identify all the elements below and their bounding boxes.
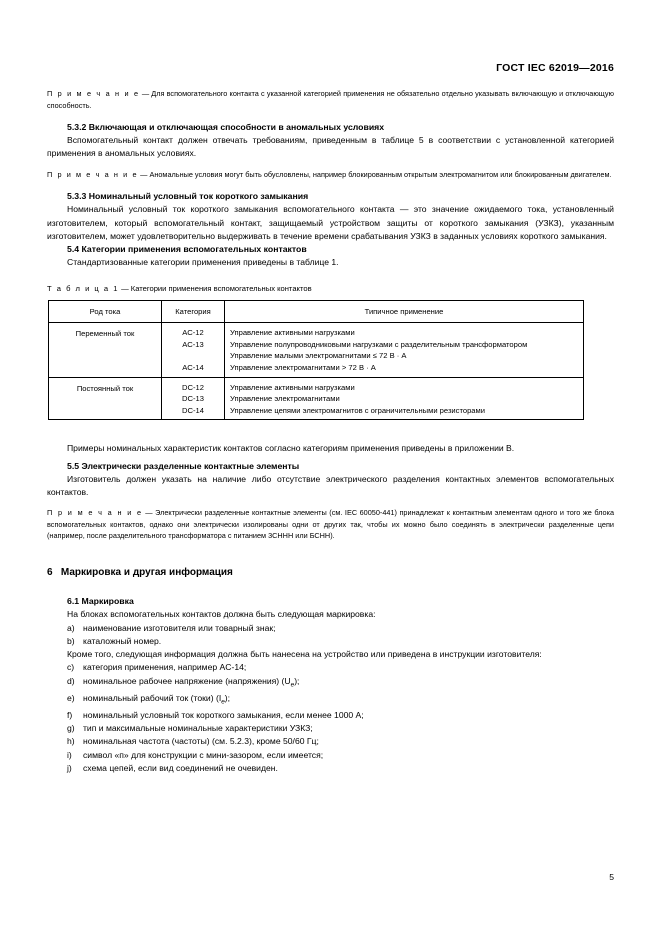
- subscript: e: [221, 698, 225, 706]
- note-label: П р и м е ч а н и е: [47, 169, 139, 179]
- table-row: [49, 323, 584, 377]
- clause-title: Электрически разделенные контактные элементы: [81, 460, 300, 471]
- list-item: [47, 749, 614, 762]
- clause-number: 6.1: [67, 596, 80, 607]
- list-item: [47, 722, 614, 735]
- list-marker: i): [67, 749, 72, 760]
- typical-use-text: Управление активными нагрузками: [230, 328, 355, 338]
- column-header-typical-use: Типичное применение: [225, 300, 584, 322]
- cell-current-kind: Постоянный ток: [49, 377, 162, 420]
- clause-lead2-6-1: Кроме того, следующая информация должна быть нанесена на устройство или приведена в инструкции изготовителя:: [67, 649, 542, 660]
- table-header-row: [49, 300, 584, 322]
- clause-heading-5-3-2: [47, 121, 614, 134]
- section-heading-6: [47, 566, 614, 579]
- category-value: AC-14: [182, 362, 204, 372]
- list-item-text: схема цепей, если вид соединений не очевиден.: [83, 762, 278, 773]
- list-item: [47, 709, 614, 722]
- list-marker: c): [67, 662, 75, 673]
- clause-title: Номинальный условный ток короткого замыкания: [88, 191, 309, 202]
- category-value: DC-12: [182, 382, 204, 392]
- list-marker: f): [67, 709, 73, 720]
- list-item-text: символ «п» для конструкции с мини-зазором, если имеется;: [83, 749, 324, 760]
- list-marker: d): [67, 675, 75, 686]
- cell-current-kind: Переменный ток: [49, 323, 162, 377]
- typical-use-text: Управление активными нагрузками: [230, 382, 355, 392]
- list-marker: b): [67, 635, 75, 646]
- clause-heading-5-4: [47, 243, 614, 256]
- list-item-text: номинальное рабочее напряжение (напряжения) (U: [83, 675, 291, 686]
- clause-number: 5.3.2: [67, 122, 87, 133]
- clause-body-5-3-3: Номинальный условный ток короткого замыкания вспомогательного контакта — это значение ожидаемого тока, установленный изготовителем, который вспомогательный контакт, защищаемый устройством защиты от короткого замыкания (УЗКЗ), указанным изготовителем, может удовлетворительно выдерживать в течение времени срабатывания УЗКЗ в заданных условиях короткого замыкания.: [47, 204, 614, 241]
- list-marker: g): [67, 723, 75, 734]
- typical-use-text: Управление цепями электромагнитов с ограничительными резисторами: [230, 405, 485, 415]
- typical-use-text: Управление электромагнитами: [230, 394, 340, 404]
- marking-items-list: [47, 622, 614, 649]
- clause-number: 5.3.3: [67, 191, 87, 202]
- list-item-text: категория применения, например AC-14;: [83, 662, 247, 673]
- list-item: [47, 675, 614, 692]
- column-header-current-kind: Род тока: [49, 300, 162, 322]
- list-item-text: номинальный рабочий ток (токи) (I: [83, 692, 222, 703]
- clause-number: 5.5: [67, 460, 80, 471]
- list-item-text: тип и максимальные номинальные характеристики УЗКЗ;: [83, 723, 313, 734]
- list-item: [47, 692, 614, 709]
- table-caption-text: — Категории применения вспомогательных контактов: [121, 283, 312, 293]
- cell-category-list: [162, 323, 225, 377]
- clause-body-5-3-2: Вспомогательный контакт должен отвечать требованиям, приведенным в таблице 5 в соответствии с установленной категорией применения в аномальных условиях.: [47, 135, 614, 159]
- clause-heading-5-3-3: [47, 190, 614, 203]
- cell-category-list: [162, 377, 225, 420]
- list-item: [47, 635, 614, 648]
- clause-title: Категории применения вспомогательных контактов: [81, 244, 307, 255]
- clause-heading-6-1: [47, 595, 614, 608]
- application-categories-table: [48, 300, 584, 421]
- list-item-tail: );: [224, 692, 231, 703]
- typical-use-text: Управление электромагнитами > 72 В · А: [230, 362, 376, 372]
- clause-title: Включающая и отключающая способности в аномальных условиях: [88, 122, 385, 133]
- page-number: 5: [609, 872, 614, 882]
- page-header: ГОСТ IEC 62019—2016: [496, 62, 614, 74]
- table-caption: [47, 282, 614, 295]
- list-item-text: номинальная частота (частоты) (см. 5.2.3), кроме 50/60 Гц;: [83, 736, 319, 747]
- note-text: — Аномальные условия могут быть обусловлены, например блокированным открытым электромагнитом или блокированным двигателем.: [140, 169, 612, 179]
- clause-body-5-5: Изготовитель должен указать на наличие либо отсутствие электрического разделения контактных элементов вспомогательных контактов.: [47, 473, 614, 497]
- typical-use-text: Управление полупроводниковыми нагрузками с разделительным трансформатором: [230, 339, 528, 349]
- category-value: DC-13: [182, 394, 204, 404]
- page-content: [47, 88, 614, 775]
- after-table-paragraph: Примеры номинальных характеристик контактов согласно категориям применения приведены в приложении В.: [67, 443, 515, 454]
- subscript: e: [290, 681, 295, 689]
- list-marker: a): [67, 622, 75, 633]
- note-block-2: [47, 169, 614, 181]
- note-block-3: [47, 507, 614, 542]
- note-label: П р и м е ч а н и е: [47, 89, 140, 98]
- list-marker: e): [67, 692, 75, 703]
- category-value: AC-13: [182, 339, 204, 349]
- table-caption-label: Т а б л и ц а 1: [47, 283, 119, 293]
- information-items-list: [47, 661, 614, 775]
- list-item: [47, 762, 614, 775]
- category-value: AC-12: [182, 328, 204, 338]
- list-item: [47, 622, 614, 635]
- note-text: — Электрически разделенные контактные элементы (см. IEC 60050-441) принадлежат к контактным элементам одного и того же блока вспомогательных контактов, однако они электрически изолированы одни от других так, чтобы их можно было соединять в электрически разделенные цепи (например, после разделительного трансформатора с питанием 3СННН или БСНН).: [47, 508, 615, 541]
- note-block-1: [47, 88, 614, 111]
- section-number: 6: [47, 567, 53, 578]
- clause-number: 5.4: [67, 244, 80, 255]
- list-item: [47, 661, 614, 674]
- list-item-text: наименование изготовителя или товарный знак;: [83, 622, 276, 633]
- note-text: — Для вспомогательного контакта с указанной категорией применения не обязательно отдельно указывать включающую и отключающую способность.: [47, 89, 615, 110]
- note-label: П р и м е ч а н и е: [47, 508, 143, 518]
- list-item-text: каталожный номер.: [83, 635, 162, 646]
- section-title: Маркировка и другая информация: [60, 567, 233, 578]
- list-item: [47, 735, 614, 748]
- column-header-category: Категория: [162, 300, 225, 322]
- table-row: [49, 377, 584, 420]
- clause-heading-5-5: [47, 460, 614, 473]
- typical-use-text: Управление малыми электромагнитами ≤ 72 В · А: [230, 351, 407, 361]
- clause-body-5-4: Стандартизованные категории применения приведены в таблице 1.: [67, 257, 339, 268]
- list-marker: h): [67, 736, 75, 747]
- clause-title: Маркировка: [81, 596, 134, 607]
- list-item-tail: );: [294, 675, 300, 686]
- cell-typical-use-list: [225, 377, 584, 420]
- category-value: DC-14: [182, 405, 204, 415]
- cell-typical-use-list: [225, 323, 584, 377]
- list-marker: j): [67, 762, 72, 773]
- list-item-text: номинальный условный ток короткого замыкания, если менее 1000 А;: [83, 709, 364, 720]
- clause-lead-6-1: На блоках вспомогательных контактов должна быть следующая маркировка:: [67, 609, 376, 620]
